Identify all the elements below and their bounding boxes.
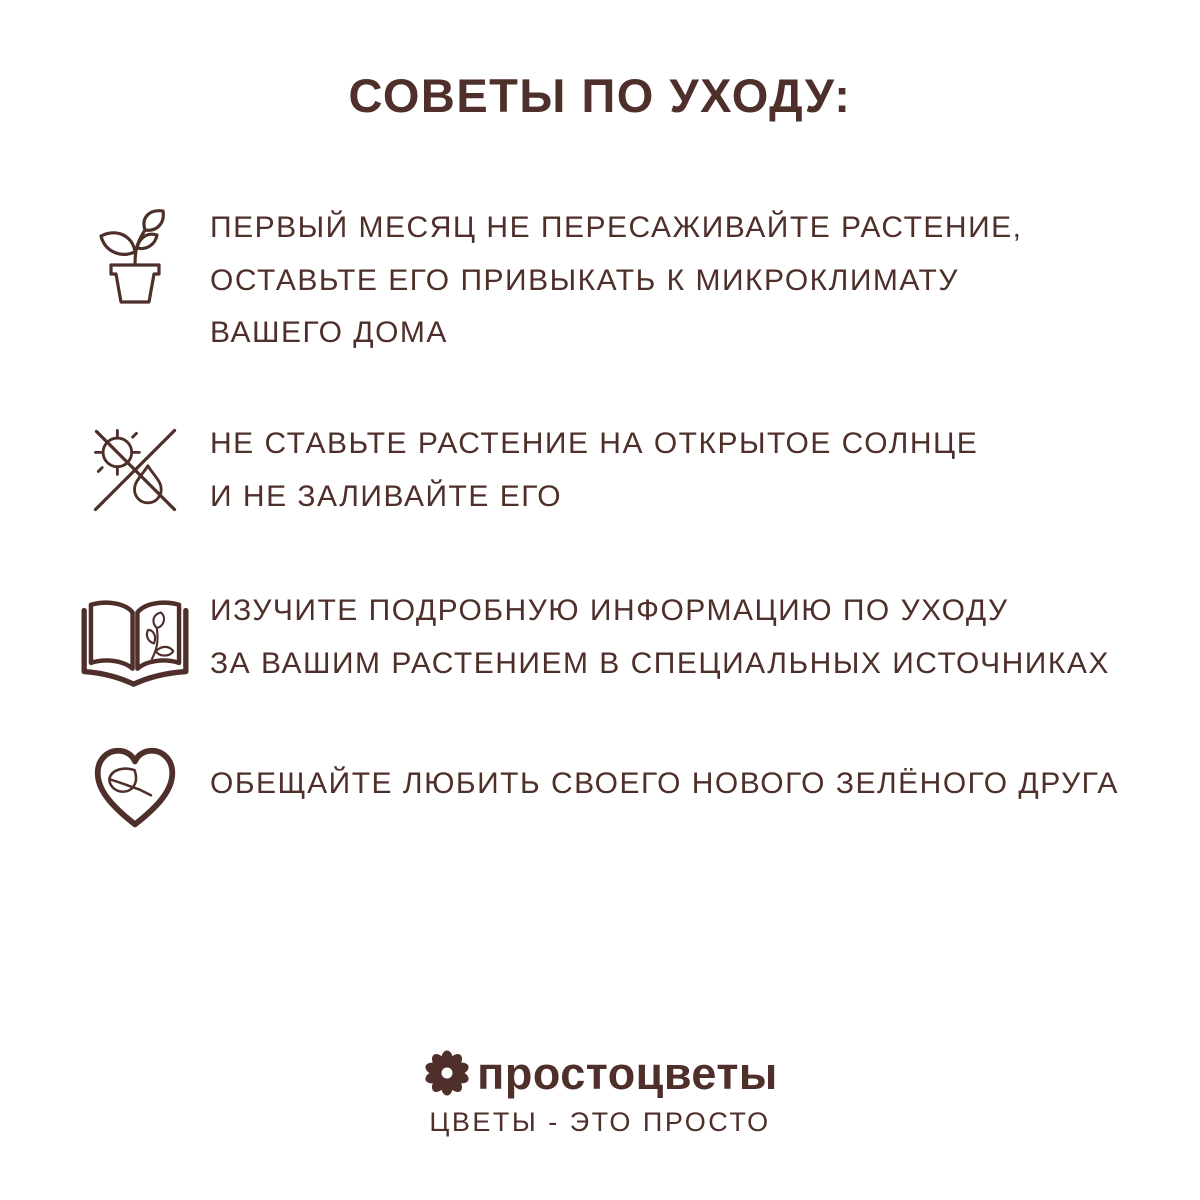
tip-text-line: ЗА ВАШИМ РАСТЕНИЕМ В СПЕЦИАЛЬНЫХ ИСТОЧНИКАХ — [210, 646, 1110, 680]
care-tip-row — [75, 585, 1175, 690]
care-tip-text — [210, 202, 1022, 360]
flower-icon — [422, 1048, 472, 1103]
no-sun-no-overwatering-icon — [75, 420, 195, 520]
tip-text-line: ВАШЕГО ДОМА — [210, 316, 448, 349]
tip-text-line: ОСТАВЬТЕ ЕГО ПРИВЫКАТЬ К МИКРОКЛИМАТУ — [210, 263, 959, 297]
open-book-leaf-icon — [75, 597, 195, 689]
brand-tagline: ЦВЕТЫ - ЭТО ПРОСТО — [429, 1107, 771, 1137]
brand-row — [422, 1044, 778, 1103]
care-tip-text — [210, 418, 978, 523]
potted-plant-icon — [75, 208, 195, 308]
care-tip-row — [75, 418, 1175, 523]
tip-text-line: ИЗУЧИТЕ ПОДРОБНУЮ ИНФОРМАЦИЮ ПО УХОДУ — [210, 594, 1009, 627]
tip-text-line: ПЕРВЫЙ МЕСЯЦ НЕ ПЕРЕСАЖИВАЙТЕ РАСТЕНИЕ, — [210, 211, 1023, 244]
tip-text-line: ОБЕЩАЙТЕ ЛЮБИТЬ СВОЕГО НОВОГО ЗЕЛЁНОГО ДРУГА — [210, 767, 1119, 800]
page-title: СОВЕТЫ ПО УХОДУ: — [348, 69, 852, 122]
care-tip-text — [210, 738, 1119, 811]
tip-text-line: И НЕ ЗАЛИВАЙТЕ ЕГО — [210, 479, 563, 513]
tip-text-line: НЕ СТАВЬТЕ РАСТЕНИЕ НА ОТКРЫТОЕ СОЛНЦЕ — [210, 427, 979, 460]
brand-footer — [0, 1044, 1200, 1138]
care-tip-text — [210, 585, 1110, 690]
brand-name: простоцветы — [477, 1047, 778, 1099]
care-tip-row — [75, 738, 1175, 836]
care-tip-row — [75, 202, 1175, 360]
heart-leaf-icon — [75, 742, 195, 836]
